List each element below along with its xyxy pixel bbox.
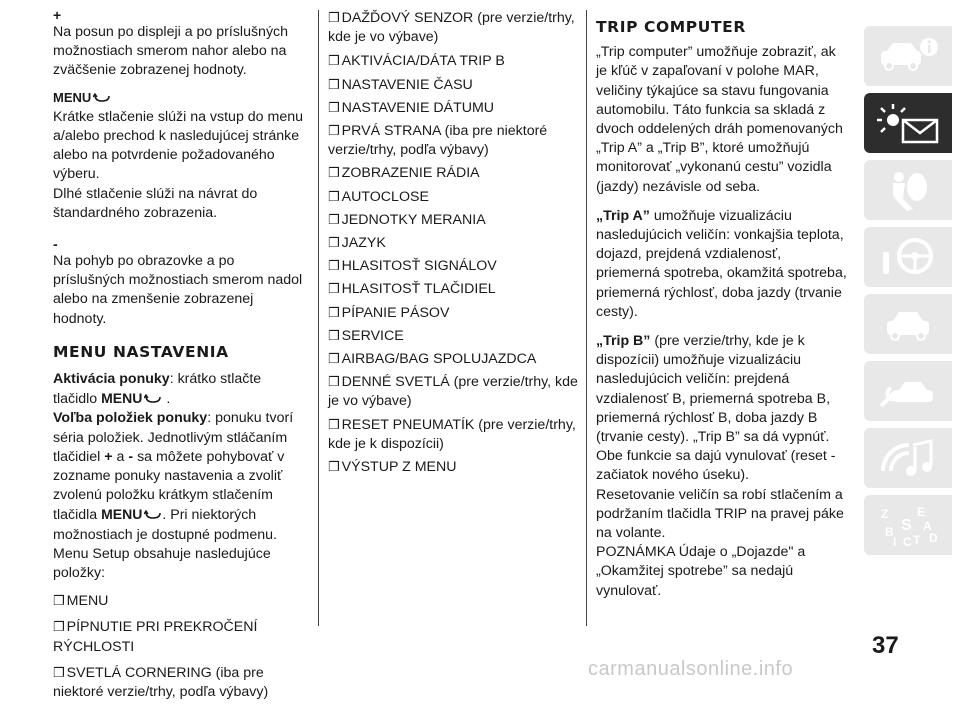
column-right	[596, 4, 848, 601]
svg-text:C: C	[903, 535, 912, 548]
list-item: ❒ MENU	[53, 593, 109, 610]
tab-driving[interactable]	[864, 227, 952, 287]
list-item: ❒ SVETLÁ CORNERING (iba pre niektoré verzie/trhy, podľa výbavy)	[53, 664, 269, 701]
trip-reset-paragraph: Resetovanie veličín sa robí stlačením a podržaním tlačidla TRIP na pravej páke na volante.	[596, 486, 844, 542]
trip-a-paragraph: „Trip A” umožňuje vizualizáciu nasledujúcich veličín: vonkajšia teplota, dojazd, prejdená vzdialenosť, priemerná spotreba, okamžitá spotreba, priemerná rýchlosť, doba jazdy (trvanie cesty).	[596, 207, 847, 320]
svg-text:S: S	[901, 517, 912, 534]
column-middle	[328, 8, 580, 479]
list-item: ❒ AIRBAG/BAG SPOLUJAZDCA	[328, 351, 537, 368]
list-item: ❒ HLASITOSŤ SIGNÁLOV	[328, 258, 497, 275]
list-item: ❒ DENNÉ SVETLÁ (pre verzie/trhy, kde je vo výbave)	[328, 374, 578, 410]
minus-symbol: -	[53, 236, 58, 253]
list-item: ❒ JEDNOTKY MERANIA	[328, 211, 486, 228]
tab-index[interactable]	[864, 495, 952, 555]
list-item: ❒ PÍPNUTIE PRI PREKROČENÍ RÝCHLOSTI	[53, 619, 258, 655]
paragraph-activation: Aktivácia ponuky: krátko stlačte tlačidlo MENU .	[53, 371, 262, 408]
svg-text:D: D	[929, 531, 938, 545]
list-item: ❒ RESET PNEUMATÍK (pre verzie/trhy, kde je k dispozícii)	[328, 416, 576, 452]
page-number: 37	[872, 632, 899, 659]
plus-description: Na posun po displeji a po príslušných možnostiach smerom nahor alebo na zväčšenie zobrazenej hodnoty.	[53, 24, 289, 79]
watermark: carmanualsonline.info	[588, 658, 794, 680]
section-heading-trip: TRIP COMPUTER	[596, 18, 746, 36]
return-arrow-icon	[144, 394, 162, 404]
tab-safety[interactable]	[864, 160, 952, 220]
list-item: ❒ NASTAVENIE ČASU	[328, 76, 473, 93]
svg-text:Z: Z	[881, 507, 889, 521]
steering-wheel-icon	[873, 234, 943, 280]
section-heading-menu: MENU NASTAVENIA	[53, 342, 229, 361]
list-item: ❒ AKTIVÁCIA/DÁTA TRIP B	[328, 53, 505, 70]
list-item: ❒ SERVICE	[328, 327, 404, 344]
list-item: ❒ DAŽĎOVÝ SENZOR (pre verzie/trhy, kde je vo výbave)	[328, 10, 575, 46]
car-crash-icon	[873, 301, 943, 347]
return-arrow-icon	[93, 93, 111, 103]
menu-description-long: Dlhé stlačenie slúži na návrat do štandardného zobrazenia.	[53, 185, 258, 221]
menu-key-row	[53, 89, 308, 108]
tab-maintenance[interactable]	[864, 361, 952, 421]
list-item: ❒ PÍPANIE PÁSOV	[328, 304, 450, 321]
paragraph-selection: Voľba položiek ponuky: ponuku tvorí séria položiek. Jednotlivým stláčaním tlačidiel + a - sa môžete pohybovať v zozname ponuky nastavenia a zvoliť zvolenú položku krátkym stlačením tlačidla MENU . Pri niektorých možnostiach je dostupné podmenu.	[53, 410, 294, 543]
warning-light-icon	[873, 100, 943, 146]
list-item: ❒ VÝSTUP Z MENU	[328, 459, 457, 476]
list-item: ❒ ZOBRAZENIE RÁDIA	[328, 165, 480, 182]
list-item: ❒ JAZYK	[328, 235, 386, 252]
paragraph-setup-items: Menu Setup obsahuje nasledujúce položky:	[53, 545, 271, 582]
airbag-icon	[873, 167, 943, 213]
trip-note: POZNÁMKA Údaje o „Dojazde" a „Okamžitej spotrebe” sa nedajú vynulovať.	[596, 544, 806, 599]
minus-description: Na pohyb po obrazovke a po príslušných možnostiach smerom nadol alebo na zmenšenie zobrazenej hodnoty.	[53, 253, 303, 327]
list-item: ❒ PRVÁ STRANA (iba pre niektoré verzie/trhy, podľa výbavy)	[328, 123, 548, 159]
tab-emergency[interactable]	[864, 294, 952, 354]
menu-description-short: Krátke stlačenie slúži na vstup do menu a/alebo prechod k nasledujúcej stránke alebo na potvrdenie požadovaného výberu.	[53, 108, 303, 183]
car-info-icon	[873, 33, 943, 79]
trip-b-paragraph: „Trip B” (pre verzie/trhy, kde je k dispozícii) umožňuje vizualizáciu nasledujúcich veličín: prejdená vzdialenosť B, priemerná spotreba B, priemerná rýchlosť B, doba jazdy B (trvanie cesty). „Trip B” sa dá vypnúť. Obe funkcie sa dajú vynulovať (reset - začiatok nového úseku).	[596, 333, 836, 484]
svg-text:T: T	[913, 533, 921, 547]
column-divider	[586, 10, 587, 626]
svg-text:E: E	[917, 505, 926, 519]
menu-symbol: MENU	[53, 89, 92, 105]
tab-multimedia[interactable]	[864, 428, 952, 488]
wrench-car-icon	[873, 368, 943, 414]
svg-text:A: A	[923, 519, 932, 533]
list-item: ❒ AUTOCLOSE	[328, 188, 429, 205]
return-arrow-icon	[144, 510, 162, 520]
list-item: ❒ HLASITOSŤ TLAČIDIEL	[328, 281, 496, 298]
tab-warning-lights[interactable]	[864, 93, 952, 153]
column-divider	[318, 10, 319, 626]
trip-intro: „Trip computer” umožňuje zobraziť, ak je kľúč v zapaľovaní v polohe MAR, veličiny týkajúce sa stavu fungovania automobilu. Táto funkcia sa skladá z dvoch oddelených dráh pomenovaných „Trip A” a „Trip B”, ktoré umožňujú monitorovať „vykonanú cestu” vozidla (jazdy) nezávisle od seba.	[596, 44, 843, 195]
svg-text:I: I	[893, 535, 897, 548]
column-left	[53, 8, 308, 704]
svg-text:B: B	[885, 525, 894, 539]
tab-car-info[interactable]	[864, 26, 952, 86]
music-icon	[873, 435, 943, 481]
plus-symbol: +	[53, 7, 62, 23]
chapter-tab-sidebar	[864, 26, 954, 562]
alphabet-index-icon	[873, 502, 943, 548]
list-item: ❒ NASTAVENIE DÁTUMU	[328, 99, 495, 116]
